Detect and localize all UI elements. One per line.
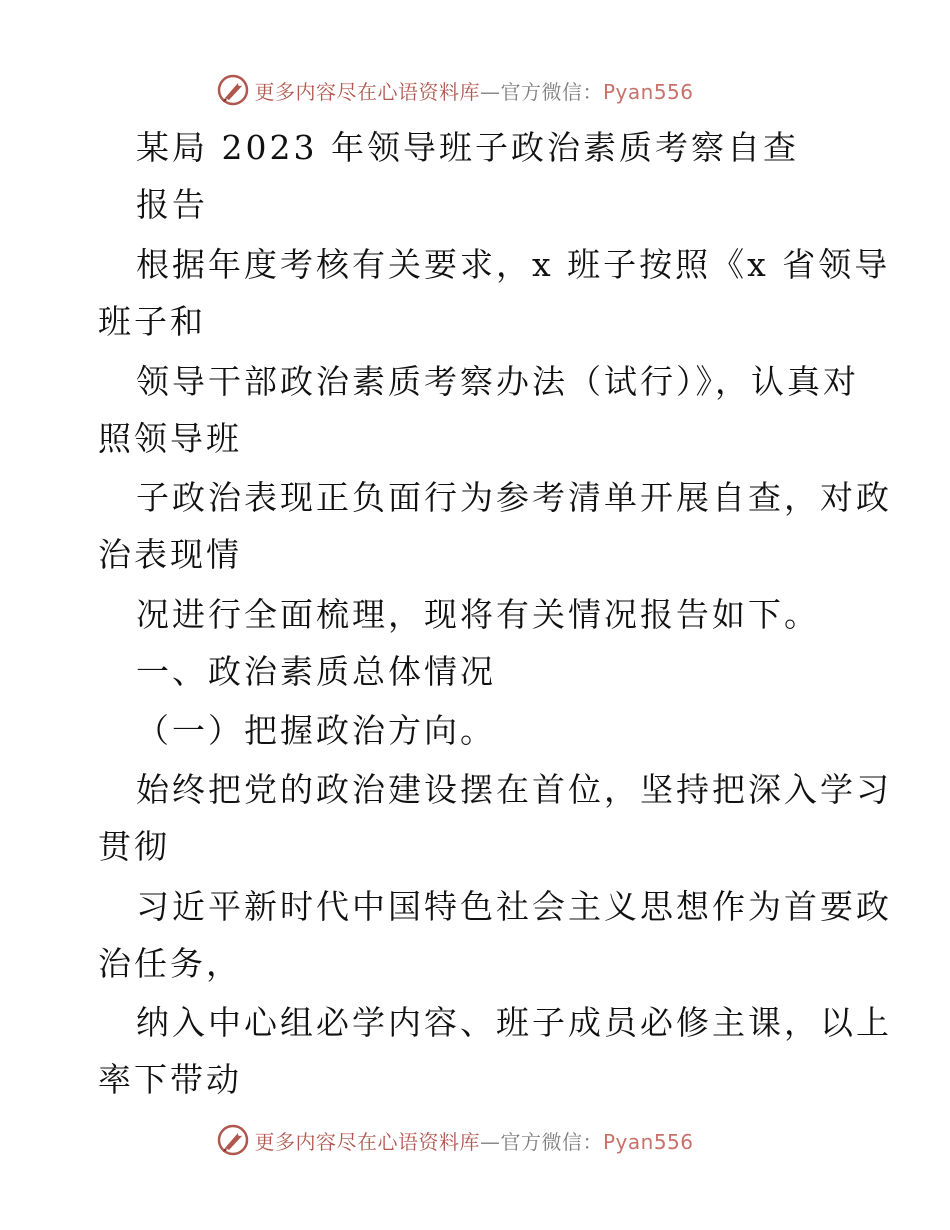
pen-circle-logo-icon bbox=[216, 73, 250, 107]
doc-paragraph-line: 照领导班 bbox=[98, 419, 242, 458]
header-watermark bbox=[0, 70, 950, 110]
doc-title-line-2: 报告 bbox=[136, 185, 208, 224]
doc-paragraph-line: 贯彻 bbox=[98, 827, 170, 866]
doc-paragraph-line: 习近平新时代中国特色社会主义思想作为首要政 bbox=[136, 887, 892, 926]
doc-paragraph-line: 况进行全面梳理，现将有关情况报告如下。 bbox=[136, 595, 820, 634]
doc-paragraph-line: 领导干部政治素质考察办法（试行）》，认真对 bbox=[136, 362, 859, 401]
doc-section-heading: 一、政治素质总体情况 bbox=[136, 652, 496, 691]
doc-paragraph-line: 根据年度考核有关要求，x 班子按照《x 省领导 bbox=[136, 245, 891, 284]
doc-paragraph-line: 子政治表现正负面行为参考清单开展自查，对政 bbox=[136, 478, 892, 517]
doc-paragraph-line: 治表现情 bbox=[98, 535, 242, 574]
doc-paragraph-line: 率下带动 bbox=[98, 1060, 242, 1099]
watermark-wechat-id: Pyan556 bbox=[602, 79, 694, 104]
watermark-wechat-label: 官方微信： bbox=[500, 79, 603, 104]
doc-paragraph-line: 始终把党的政治建设摆在首位，坚持把深入学习 bbox=[136, 770, 892, 809]
pen-circle-logo-icon bbox=[216, 1123, 250, 1157]
watermark-wechat-label: 官方微信： bbox=[500, 1129, 603, 1154]
doc-paragraph-line: 纳入中心组必学内容、班子成员必修主课，以上 bbox=[136, 1003, 892, 1042]
doc-paragraph-line: 班子和 bbox=[98, 302, 206, 341]
doc-paragraph-line: 治任务， bbox=[98, 944, 242, 983]
watermark-site-text: 更多内容尽在心语资料库 bbox=[254, 1129, 480, 1154]
watermark-wechat-id: Pyan556 bbox=[602, 1129, 694, 1154]
watermark-dash: — bbox=[479, 1129, 501, 1154]
watermark-site-text: 更多内容尽在心语资料库 bbox=[254, 79, 480, 104]
doc-title-line-1: 某局 2023 年领导班子政治素质考察自查 bbox=[136, 128, 799, 167]
footer-watermark bbox=[0, 1120, 950, 1160]
doc-subsection-heading: （一）把握政治方向。 bbox=[136, 711, 496, 750]
watermark-dash: — bbox=[479, 79, 501, 104]
